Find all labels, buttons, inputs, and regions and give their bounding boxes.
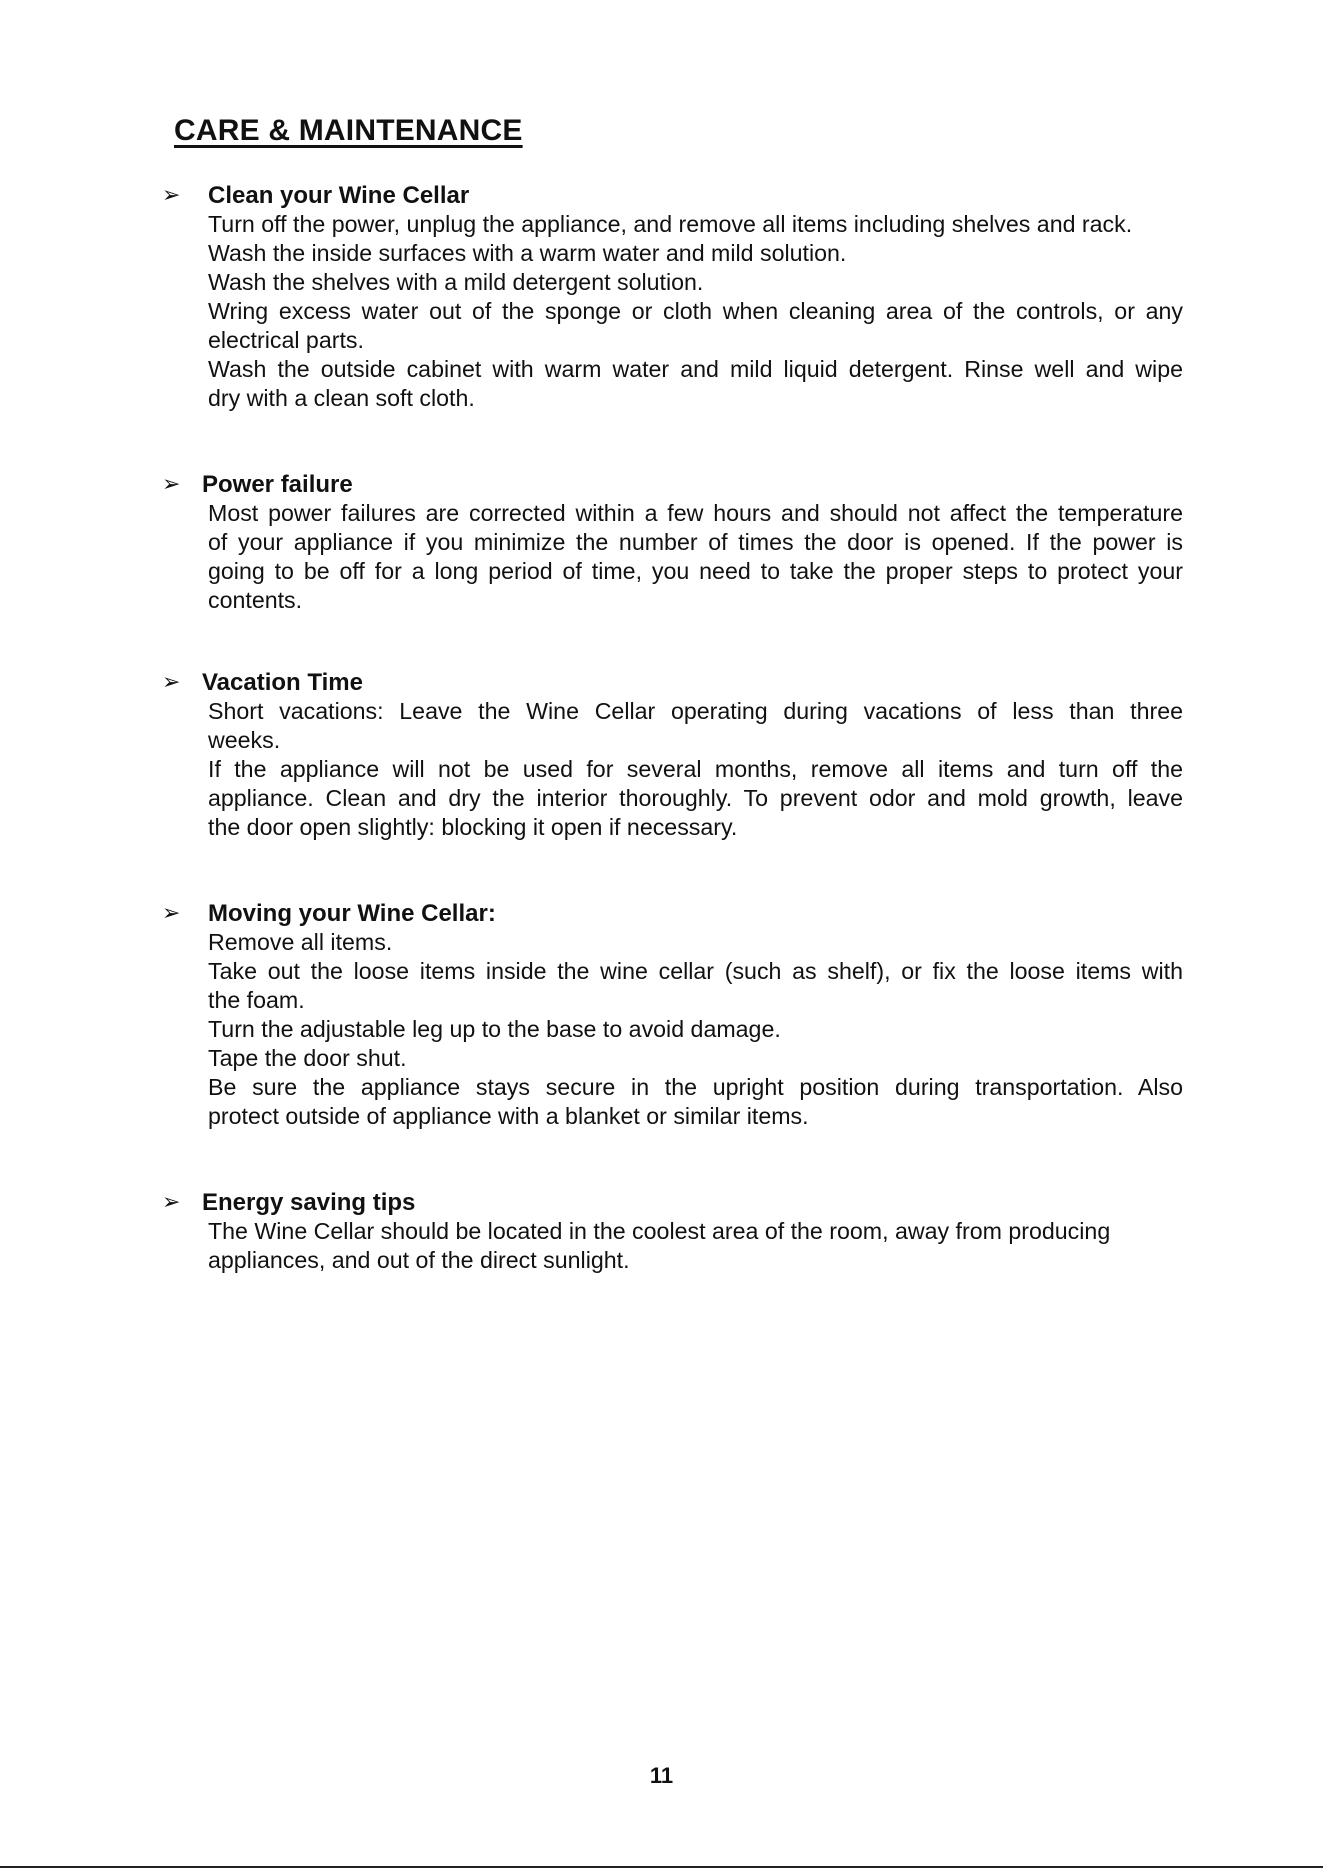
body-text-line: appliance. Clean and dry the interior thoroughly. To prevent odor and mold growth, leave bbox=[208, 785, 1183, 811]
section-body bbox=[208, 1217, 1192, 1275]
section bbox=[162, 470, 1192, 615]
section-heading: Moving your Wine Cellar: bbox=[208, 900, 496, 927]
section-heading: Vacation Time bbox=[202, 669, 363, 696]
section-body bbox=[208, 499, 1192, 615]
body-text-line: Wash the inside surfaces with a warm water and mild solution. bbox=[208, 240, 847, 266]
section-header bbox=[162, 470, 1192, 499]
body-text-line: the foam. bbox=[208, 987, 305, 1013]
body-text-line: Wash the outside cabinet with warm water and mild liquid detergent. Rinse well and wipe bbox=[208, 356, 1183, 382]
body-text-line: Most power failures are corrected within a few hours and should not affect the temperature bbox=[208, 500, 1183, 526]
body-text-line: Be sure the appliance stays secure in the upright position during transportation. Also bbox=[208, 1074, 1183, 1100]
arrow-bullet-icon: ➢ bbox=[162, 471, 181, 496]
section bbox=[162, 668, 1192, 842]
section-heading: Energy saving tips bbox=[202, 1189, 416, 1216]
body-text-line: Wring excess water out of the sponge or cloth when cleaning area of the controls, or any bbox=[208, 298, 1183, 324]
body-text-line: The Wine Cellar should be located in the coolest area of the room, away from producing bbox=[208, 1218, 1111, 1244]
section bbox=[162, 899, 1192, 1131]
section bbox=[162, 181, 1192, 413]
body-text-line: Short vacations: Leave the Wine Cellar operating during vacations of less than three bbox=[208, 698, 1183, 724]
section-body bbox=[208, 210, 1192, 413]
arrow-bullet-icon: ➢ bbox=[162, 669, 181, 694]
section-body bbox=[208, 928, 1192, 1131]
body-text-line: Take out the loose items inside the wine cellar (such as shelf), or fix the loose items with bbox=[208, 958, 1183, 984]
body-text-line: Tape the door shut. bbox=[208, 1045, 407, 1071]
body-text-line: the door open slightly: blocking it open if necessary. bbox=[208, 814, 738, 840]
section-header bbox=[162, 668, 1192, 697]
body-text-line: electrical parts. bbox=[208, 327, 364, 353]
body-text-line: going to be off for a long period of time, you need to take the proper steps to protect your bbox=[208, 558, 1183, 584]
page-number: 11 bbox=[649, 1763, 674, 1788]
body-text-line: dry with a clean soft cloth. bbox=[208, 385, 475, 411]
body-text-line: appliances, and out of the direct sunlight. bbox=[208, 1247, 630, 1273]
section-header bbox=[162, 1188, 1192, 1217]
section-heading: Clean your Wine Cellar bbox=[208, 182, 470, 209]
body-text-line: Turn off the power, unplug the appliance, and remove all items including shelves and rack. bbox=[208, 211, 1133, 237]
section bbox=[162, 1188, 1192, 1275]
bottom-rule bbox=[0, 1866, 1323, 1868]
arrow-bullet-icon: ➢ bbox=[162, 182, 181, 207]
body-text-line: If the appliance will not be used for several months, remove all items and turn off the bbox=[208, 756, 1183, 782]
body-text-line: weeks. bbox=[208, 727, 281, 753]
section-header bbox=[162, 181, 1192, 210]
arrow-bullet-icon: ➢ bbox=[162, 1189, 181, 1214]
section-heading: Power failure bbox=[202, 471, 353, 498]
body-text-line: Wash the shelves with a mild detergent solution. bbox=[208, 269, 704, 295]
body-text-line: Remove all items. bbox=[208, 929, 393, 955]
page-title: CARE & MAINTENANCE bbox=[174, 114, 523, 147]
section-header bbox=[162, 899, 1192, 928]
arrow-bullet-icon: ➢ bbox=[162, 900, 181, 925]
body-text-line: contents. bbox=[208, 587, 303, 613]
body-text-line: protect outside of appliance with a blanket or similar items. bbox=[208, 1103, 809, 1129]
section-body bbox=[208, 697, 1192, 842]
body-text-line: of your appliance if you minimize the number of times the door is opened. If the power is bbox=[208, 529, 1183, 555]
body-text-line: Turn the adjustable leg up to the base to avoid damage. bbox=[208, 1016, 781, 1042]
